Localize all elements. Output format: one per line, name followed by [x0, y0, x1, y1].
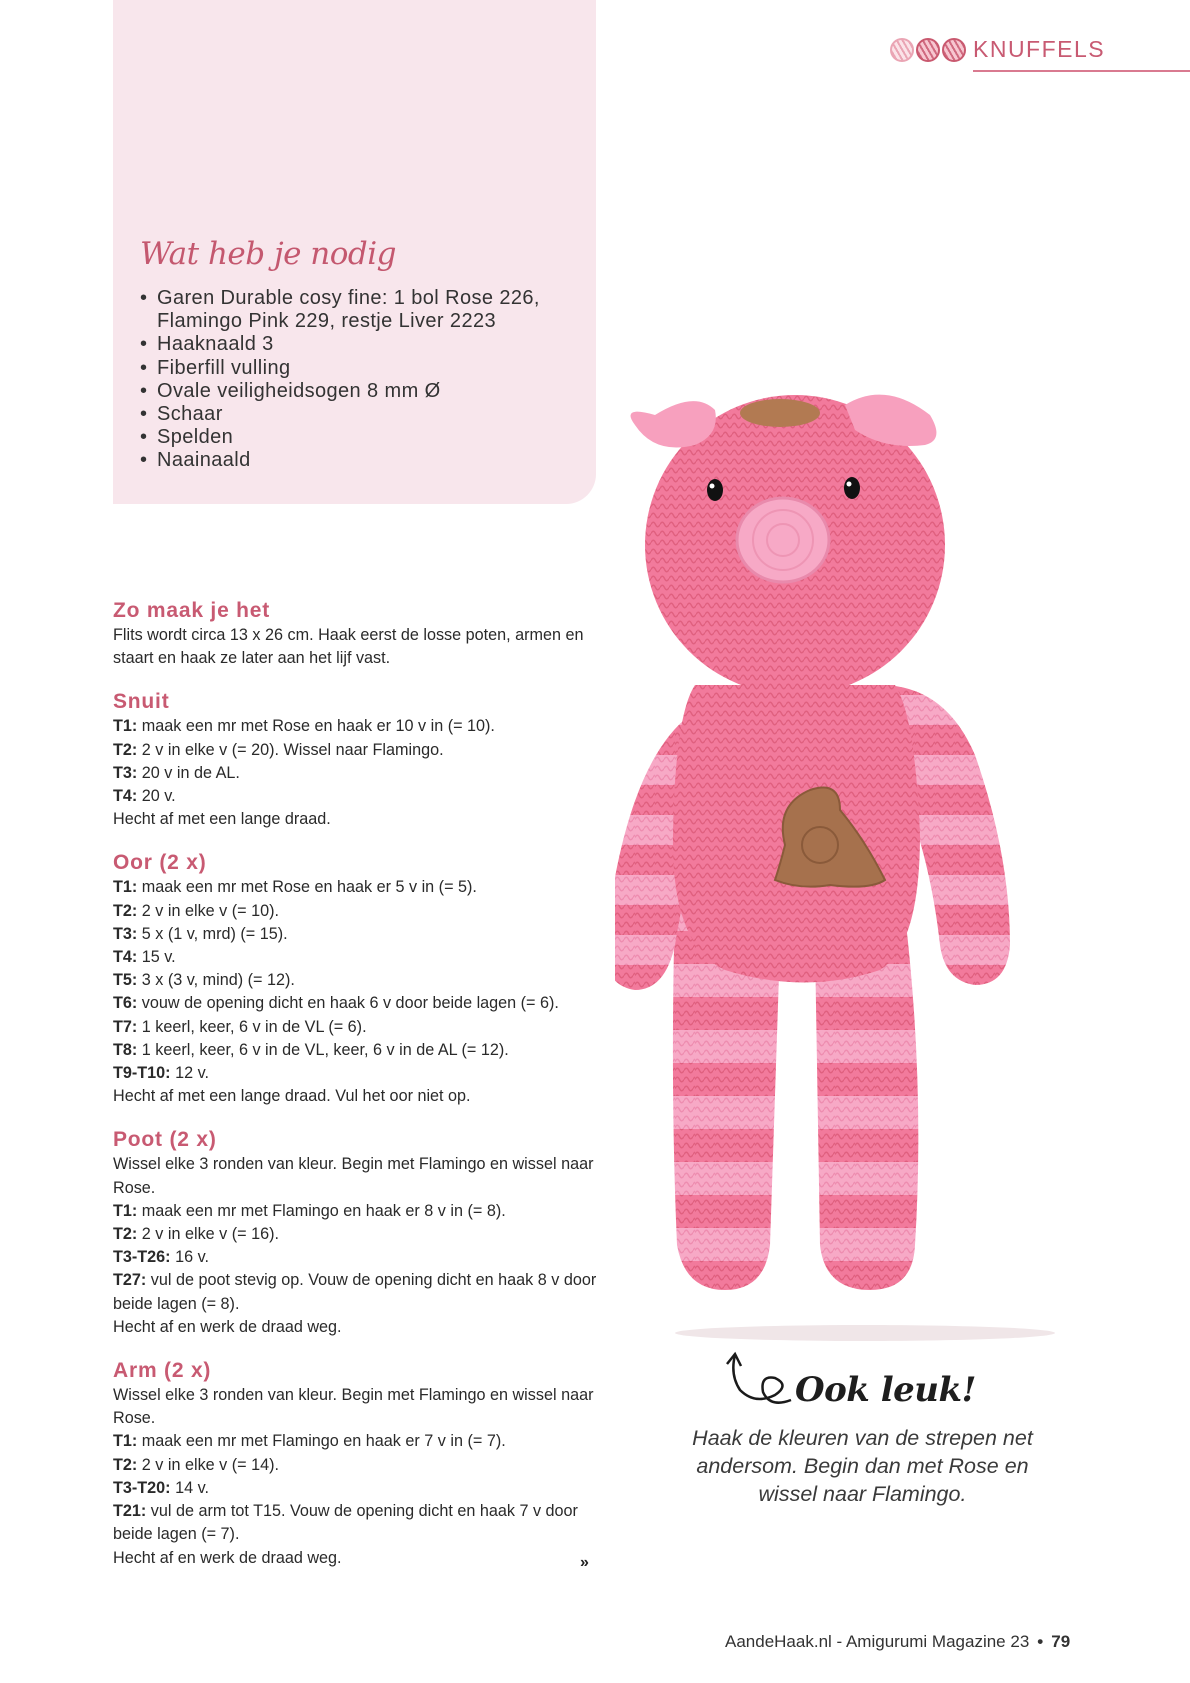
- round-row: T7: 1 keerl, keer, 6 v in de VL (= 6).: [113, 1017, 367, 1036]
- section-heading: Snuit: [113, 690, 170, 714]
- round-row: T2: 2 v in elke v (= 20). Wissel naar Flamingo.: [113, 740, 444, 759]
- round-row: T2: 2 v in elke v (= 14).: [113, 1455, 279, 1474]
- round-row: T5: 3 x (3 v, mind) (= 12).: [113, 971, 295, 990]
- snuit-section: [113, 689, 603, 831]
- tip-text: Haak de kleuren van de strepen net andersom. Begin dan met Rose en wissel naar Flamingo.: [692, 1426, 1033, 1506]
- intro-section: [113, 598, 603, 670]
- list-item: • Garen Durable cosy fine: 1 bol Rose 226, Flamingo Pink 229, restje Liver 2223: [140, 287, 577, 333]
- curly-arrow-icon: [725, 1350, 795, 1410]
- round-row: T3-T20: 14 v.: [113, 1478, 209, 1497]
- section-heading: Oor (2 x): [113, 851, 207, 875]
- page-footer: [725, 1632, 1070, 1652]
- round-row: T9-T10: 12 v.: [113, 1064, 209, 1083]
- round-row: T3-T26: 16 v.: [113, 1248, 209, 1267]
- round-row: T1: maak een mr met Rose en haak er 5 v in (= 5).: [113, 878, 477, 897]
- section-heading: Poot (2 x): [113, 1128, 217, 1152]
- footer-separator: •: [1037, 1632, 1044, 1651]
- tip-title: Ook leuk!: [795, 1370, 976, 1410]
- list-item: • Haaknaald 3: [140, 333, 577, 356]
- list-item: • Spelden: [140, 426, 577, 449]
- yarn-ball-icon: [942, 38, 966, 62]
- materials-list: [140, 287, 577, 473]
- finish-text: Hecht af met een lange draad. Vul het oor niet op.: [113, 1087, 471, 1106]
- page-number: 79: [1051, 1632, 1071, 1651]
- round-row: T3: 5 x (1 v, mrd) (= 15).: [113, 924, 288, 943]
- round-row: T27: vul de poot stevig op. Vouw de opening dicht en haak 8 v door beide lagen (= 8).: [113, 1271, 597, 1313]
- round-row: T4: 15 v.: [113, 948, 176, 967]
- section-heading: Zo maak je het: [113, 599, 271, 622]
- finish-text: Hecht af en werk de draad weg.: [113, 1317, 342, 1336]
- list-item: • Fiberfill vulling: [140, 357, 577, 380]
- round-row: T4: 20 v.: [113, 787, 176, 806]
- yarn-balls-icon: [890, 38, 966, 62]
- list-item: • Ovale veiligheidsogen 8 mm Ø: [140, 380, 577, 403]
- intro-text: Flits wordt circa 13 x 26 cm. Haak eerst de losse poten, armen en staart en haak ze later aan het lijf vast.: [113, 626, 584, 668]
- list-item: • Naainaald: [140, 449, 577, 472]
- section-intro: Wissel elke 3 ronden van kleur. Begin met Flamingo en wissel naar Rose.: [113, 1386, 594, 1428]
- round-row: T6: vouw de opening dicht en haak 6 v door beide lagen (= 6).: [113, 994, 559, 1013]
- round-row: T1: maak een mr met Rose en haak er 10 v in (= 10).: [113, 717, 495, 736]
- round-row: T2: 2 v in elke v (= 16).: [113, 1225, 279, 1244]
- section-intro: Wissel elke 3 ronden van kleur. Begin met Flamingo en wissel naar Rose.: [113, 1155, 594, 1197]
- round-row: T1: maak een mr met Flamingo en haak er 7 v in (= 7).: [113, 1432, 506, 1451]
- pig-amigurumi-image: [615, 385, 1115, 1345]
- round-row: T8: 1 keerl, keer, 6 v in de VL, keer, 6 v in de AL (= 12).: [113, 1040, 509, 1059]
- header-divider: [973, 70, 1190, 72]
- instructions: [113, 598, 603, 1589]
- yarn-ball-icon: [916, 38, 940, 62]
- finish-text: Hecht af met een lange draad.: [113, 810, 331, 829]
- section-heading: Arm (2 x): [113, 1359, 212, 1383]
- round-row: T2: 2 v in elke v (= 10).: [113, 901, 279, 920]
- oor-section: [113, 850, 603, 1108]
- continue-marker: »: [580, 1554, 589, 1571]
- section-title: KNUFFELS: [973, 36, 1106, 62]
- yarn-ball-icon: [890, 38, 914, 62]
- list-item: • Schaar: [140, 403, 577, 426]
- arm-section: [113, 1358, 603, 1570]
- poot-section: [113, 1127, 603, 1339]
- round-row: T1: maak een mr met Flamingo en haak er 8 v in (= 8).: [113, 1201, 506, 1220]
- materials-heading: Wat heb je nodig: [140, 236, 397, 272]
- round-row: T21: vul de arm tot T15. Vouw de opening dicht en haak 7 v door beide lagen (= 7).: [113, 1502, 578, 1544]
- round-row: T3: 20 v in de AL.: [113, 763, 240, 782]
- footer-source: AandeHaak.nl - Amigurumi Magazine 23: [725, 1632, 1030, 1651]
- finish-text: Hecht af en werk de draad weg.: [113, 1548, 342, 1567]
